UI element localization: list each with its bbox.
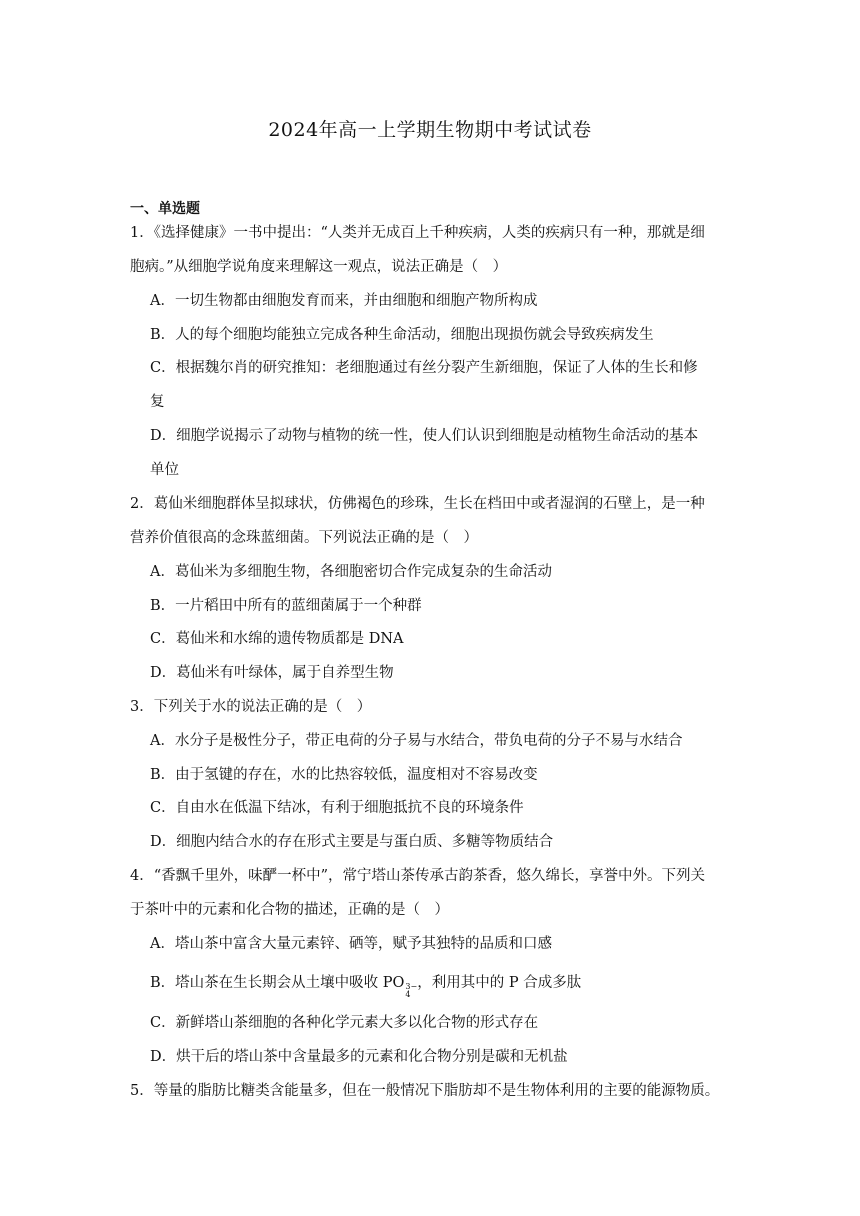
q1-stem-line1: 1．《选择健康》一书中提出：“人类并无成百上千种疾病，人类的疾病只有一种，那就是细 [130, 225, 705, 241]
section-heading: 一、单选题 [130, 201, 200, 217]
q1-stem-line2: 胞病。”从细胞学说角度来理解这一观点，说法正确是（ ） [130, 259, 508, 275]
q3-option-c: C．自由水在低温下结冰，有利于细胞抵抗不良的环境条件 [150, 800, 524, 816]
q5-stem-line1: 5．等量的脂肪比糖类含能量多，但在一般情况下脂肪却不是生物体利用的主要的能源物质。 [130, 1083, 720, 1099]
q3-option-d: D．细胞内结合水的存在形式主要是与蛋白质、多糖等物质结合 [150, 834, 554, 850]
q3-option-a: A．水分子是极性分子，带正电荷的分子易与水结合，带负电荷的分子不易与水结合 [150, 733, 683, 749]
q4-stem-line2: 于茶叶中的元素和化合物的描述，正确的是（ ） [130, 902, 449, 918]
phosphate-subscript: 4 [405, 990, 411, 999]
q1-option-b: B．人的每个细胞均能独立完成各种生命活动，细胞出现损伤就会导致疾病发生 [150, 327, 654, 343]
q2-option-c: C．葛仙米和水绵的遗传物质都是 DNA [150, 631, 404, 647]
q4-option-b-suffix: ，利用其中的 P 合成多肽 [417, 975, 582, 991]
phosphate-ion-notation [405, 983, 417, 999]
q1-option-c-line1: C．根据魏尔肖的研究推知：老细胞通过有丝分裂产生新细胞，保证了人体的生长和修 [150, 360, 698, 376]
q2-option-b: B．一片稻田中所有的蓝细菌属于一个种群 [150, 598, 422, 614]
q4-option-b-prefix: B．塔山茶在生长期会从土壤中吸收 PO [150, 975, 405, 991]
phosphate-charge: 3− [405, 982, 418, 991]
q1-option-d-line2: 单位 [150, 462, 179, 478]
q4-stem-line1: 4．“香飘千里外，味酽一杯中”，常宁塔山茶传承古韵茶香，悠久绵长，享誉中外。下列关 [130, 868, 706, 884]
q3-stem: 3．下列关于水的说法正确的是（ ） [130, 699, 372, 715]
q4-option-d: D．烘干后的塔山茶中含量最多的元素和化合物分别是碳和无机盐 [150, 1049, 568, 1065]
q2-option-d: D．葛仙米有叶绿体，属于自养型生物 [150, 665, 394, 681]
q4-option-b [150, 973, 754, 999]
q2-option-a: A．葛仙米为多细胞生物，各细胞密切合作完成复杂的生命活动 [150, 564, 552, 580]
q4-option-c: C．新鲜塔山茶细胞的各种化学元素大多以化合物的形式存在 [150, 1015, 539, 1031]
q4-option-a: A．塔山茶中富含大量元素锌、硒等，赋予其独特的品质和口感 [150, 936, 552, 952]
q2-stem-line2: 营养价值很高的念珠蓝细菌。下列说法正确的是（ ） [130, 530, 478, 546]
q1-option-d-line1: D．细胞学说揭示了动物与植物的统一性，使人们认识到细胞是动植物生命活动的基本 [150, 428, 699, 444]
exam-title: 2024年高一上学期生物期中考试试卷 [268, 119, 592, 141]
q3-option-b: B．由于氢键的存在，水的比热容较低，温度相对不容易改变 [150, 767, 538, 783]
q2-stem-line1: 2．葛仙米细胞群体呈拟球状，仿佛褐色的珍珠，生长在档田中或者湿润的石壁上，是一种 [130, 496, 705, 512]
q1-option-c-line2: 复 [150, 394, 165, 410]
q1-option-a: A．一切生物都由细胞发育而来，并由细胞和细胞产物所构成 [150, 293, 538, 309]
